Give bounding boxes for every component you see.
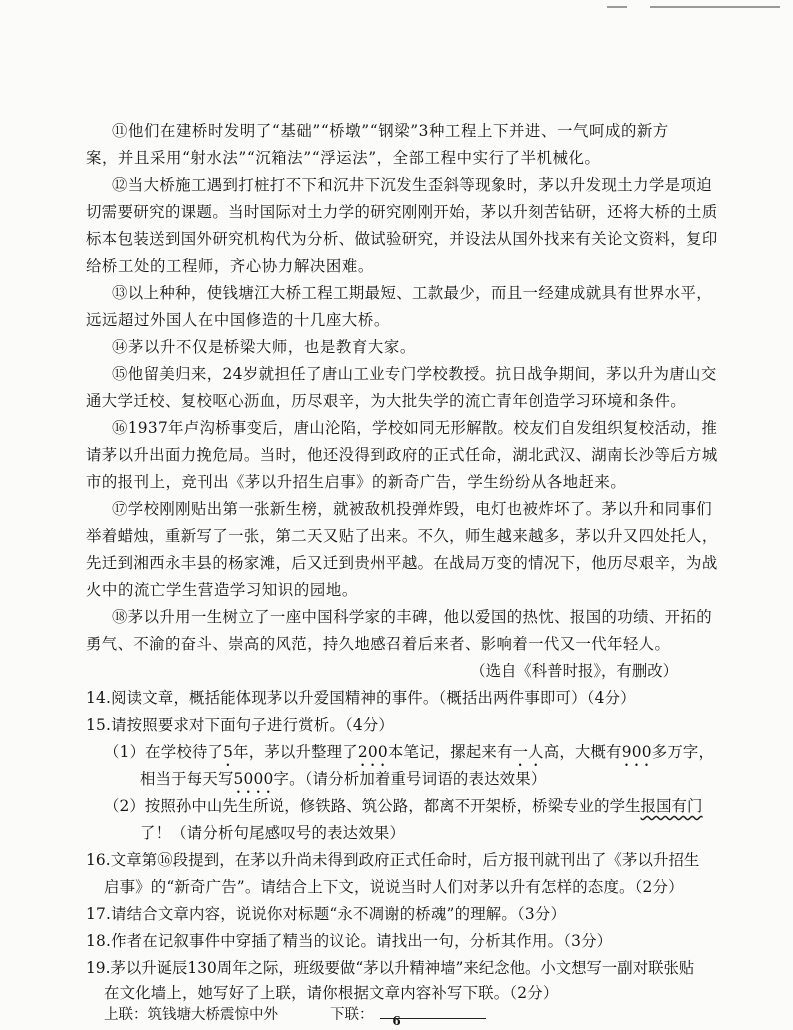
passage-line: ⑫当大桥施工遇到打桩打不下和沉井下沉发生歪斜等现象时，茅以升发现土力学是项迫 (112, 176, 713, 194)
question-14: 14.阅读文章，概括能体现茅以升爱国精神的事件。（概括出两件事即可）（4分） (86, 689, 636, 707)
question-15-sentence-1: （1）在学校待了5年，茅以升整理了200本笔记，摞起来有一人高，大概有900多万字， (104, 743, 715, 761)
passage-line: 请茅以升出面力挽危局。当时，他还没得到政府的正式任命，湖北武汉、湖南长沙等后方城 (86, 446, 718, 464)
passage-line: ⑪他们在建桥时发明了“基础”“桥墩”“钢梁”3种工程上下并进、一气呵成的新方 (112, 122, 669, 140)
emphasis-word: 5 (223, 743, 234, 761)
passage-line: 先迁到湘西永丰县的杨家滩，后又迁到贵州平越。在战局万变的情况下，他历尽艰辛，为战 (86, 554, 718, 572)
couplet-lower: 下联： (330, 1004, 486, 1026)
passage-line: 标本包装送到国外研究机构代为分析、做试验研究，并设法从国外找来有关论文资料，复印 (86, 230, 718, 248)
passage-line: ⑰学校刚刚贴出第一张新生榜，就被敌机投弹炸毁，电灯也被炸坏了。茅以升和同事们 (112, 500, 713, 518)
emphasis-word: 900 (621, 743, 652, 761)
question-16: 16.文章第⑯段提到，在茅以升尚未得到政府正式任命时，后方报刊就刊出了《茅以升招生 (86, 851, 700, 869)
source-citation: （选自《科普时报》，有删改） (470, 662, 678, 680)
passage-line: ⑭茅以升不仅是桥梁大师，也是教育大家。 (112, 338, 416, 356)
wavy-underlined-phrase: 报国有门 (640, 797, 703, 815)
emphasis-word: 200 (357, 743, 388, 761)
emphasis-word: 一人 (512, 743, 544, 761)
passage-line: 通大学迁校、复校呕心沥血，历尽艰辛，为大批失学的流亡青年创造学习环境和条件。 (86, 392, 687, 410)
question-19-cont: 在文化墙上，她写好了上联，请你根据文章内容补写下联。（2分） (104, 984, 559, 1002)
question-17: 17.请结合文章内容，说说你对标题“永不凋谢的桥魂”的理解。（3分） (86, 905, 567, 923)
question-15-sentence-2: （2）按照孙中山先生所说，修铁路、筑公路，都离不开架桥，桥梁专业的学生报国有门 (104, 797, 703, 815)
passage-line: 勇气、不渝的奋斗、崇高的风范，持久地感召着后来者、影响着一代又一代年轻人。 (86, 635, 671, 653)
passage-line: 案，并且采用“射水法”“沉箱法”“浮运法”，全部工程中实行了半机械化。 (86, 149, 601, 167)
page-number: 6 (392, 1014, 401, 1028)
passage-line: ⑬以上种种，使钱塘江大桥工程工期最短、工款最少，而且一经建成就具有世界水平， (112, 284, 713, 302)
passage-line: 远远超过外国人在中国修造的十几座大桥。 (86, 311, 390, 329)
question-15-sentence-2-cont: 了！（请分析句尾感叹号的表达效果） (140, 824, 406, 842)
passage-line: 切需要研究的课题。当时国际对土力学的研究刚刚开始，茅以升刻苦钻研，还将大桥的土质 (86, 203, 718, 221)
question-15: 15.请按照要求对下面句子进行赏析。（4分） (86, 716, 394, 734)
passage-line: ⑮他留美归来，24岁就担任了唐山工业专门学校教授。抗日战争期间，茅以升为唐山交 (112, 365, 717, 383)
couplet-upper: 上联：筑钱塘大桥震惊中外 (104, 1007, 278, 1023)
passage-line: ⑯1937年卢沟桥事变后，唐山沦陷，学校如同无形解散。校友们自发组织复校活动，推 (112, 419, 718, 437)
passage-line: 给桥工处的工程师，齐心协力解决困难。 (86, 257, 374, 275)
question-19: 19.茅以升诞辰130周年之际，班级要做“茅以升精神墙”来纪念他。小文想写一副对联张贴 (86, 959, 695, 977)
emphasis-word: 5000 (233, 770, 274, 788)
passage-line: ⑱茅以升用一生树立了一座中国科学家的丰碑，他以爱国的热忱、报国的功绩、开拓的 (112, 608, 713, 626)
question-18: 18.作者在记叙事件中穿插了精当的议论。请找出一句，分析其作用。（3分） (86, 932, 613, 950)
passage-line: 火中的流亡学生营造学习知识的园地。 (86, 581, 358, 599)
passage-line: 市的报刊上，竞刊出《茅以升招生启事》的新奇广告，学生纷纷从各地赶来。 (86, 473, 627, 491)
question-15-sentence-1-cont: 相当于每天写5000字。（请分析加着重号词语的表达效果） (140, 770, 547, 788)
question-16-cont: 启事》的“新奇广告”。请结合上下文，说说当时人们对茅以升有怎样的态度。（2分） (104, 878, 684, 896)
passage-line: 举着蜡烛，重新写了一张，第二天又贴了出来。不久，师生越来越多，茅以升又四处托人， (86, 527, 718, 545)
